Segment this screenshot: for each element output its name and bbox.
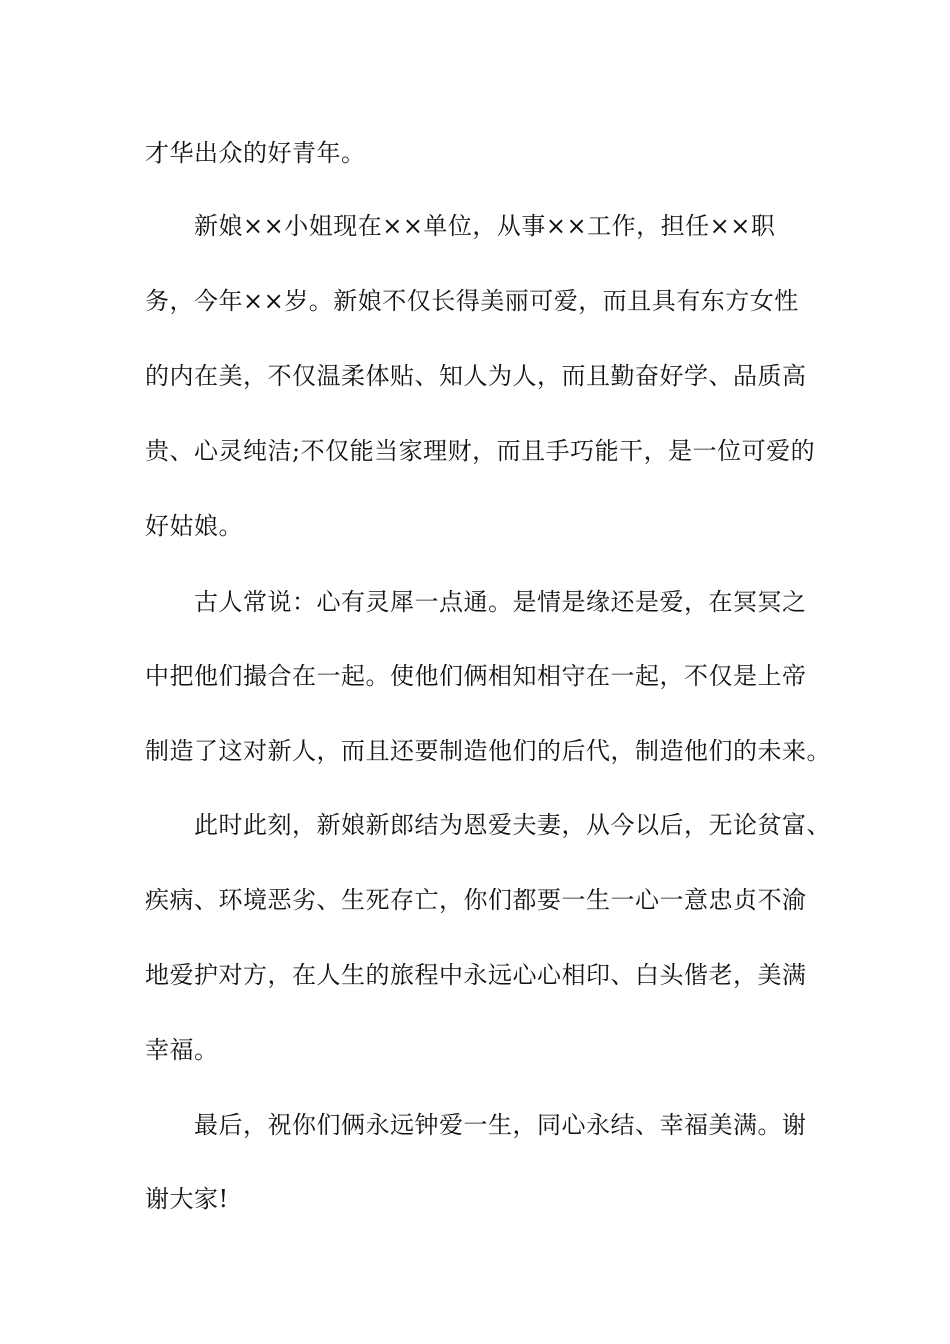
text-line: 中把他们撮合在一起。使他们俩相知相守在一起，不仅是上帝 [145, 662, 807, 690]
text-line: 的内在美，不仅温柔体贴、知人为人，而且勤奋好学、品质高 [145, 362, 807, 390]
text-line: 好姑娘。 [145, 512, 243, 540]
text-line: 疾病、环境恶劣、生死存亡，你们都要一生一心一意忠贞不渝 [145, 886, 807, 914]
paragraph-first-line: 古人常说：心有灵犀一点通。是情是缘还是爱，在冥冥之 [194, 588, 807, 616]
text-line: 制造了这对新人，而且还要制造他们的后代，制造他们的未来。 [145, 737, 831, 765]
text-line: 才华出众的好青年。 [145, 139, 366, 167]
paragraph-first-line: 此时此刻，新娘新郎结为恩爱夫妻，从今以后，无论贫富、 [194, 811, 831, 839]
paragraph-first-line: 新娘××小姐现在××单位，从事××工作，担任××职 [194, 212, 776, 240]
text-line: 幸福。 [145, 1036, 219, 1064]
text-line: 务，今年××岁。新娘不仅长得美丽可爱，而且具有东方女性 [145, 287, 799, 315]
paragraph-first-line: 最后，祝你们俩永远钟爱一生，同心永结、幸福美满。谢 [194, 1111, 807, 1139]
text-line: 地爱护对方，在人生的旅程中永远心心相印、白头偕老，美满 [145, 961, 807, 989]
text-line: 谢大家! [145, 1185, 229, 1213]
text-line: 贵、心灵纯洁;不仅能当家理财，而且手巧能干，是一位可爱的 [145, 437, 816, 465]
